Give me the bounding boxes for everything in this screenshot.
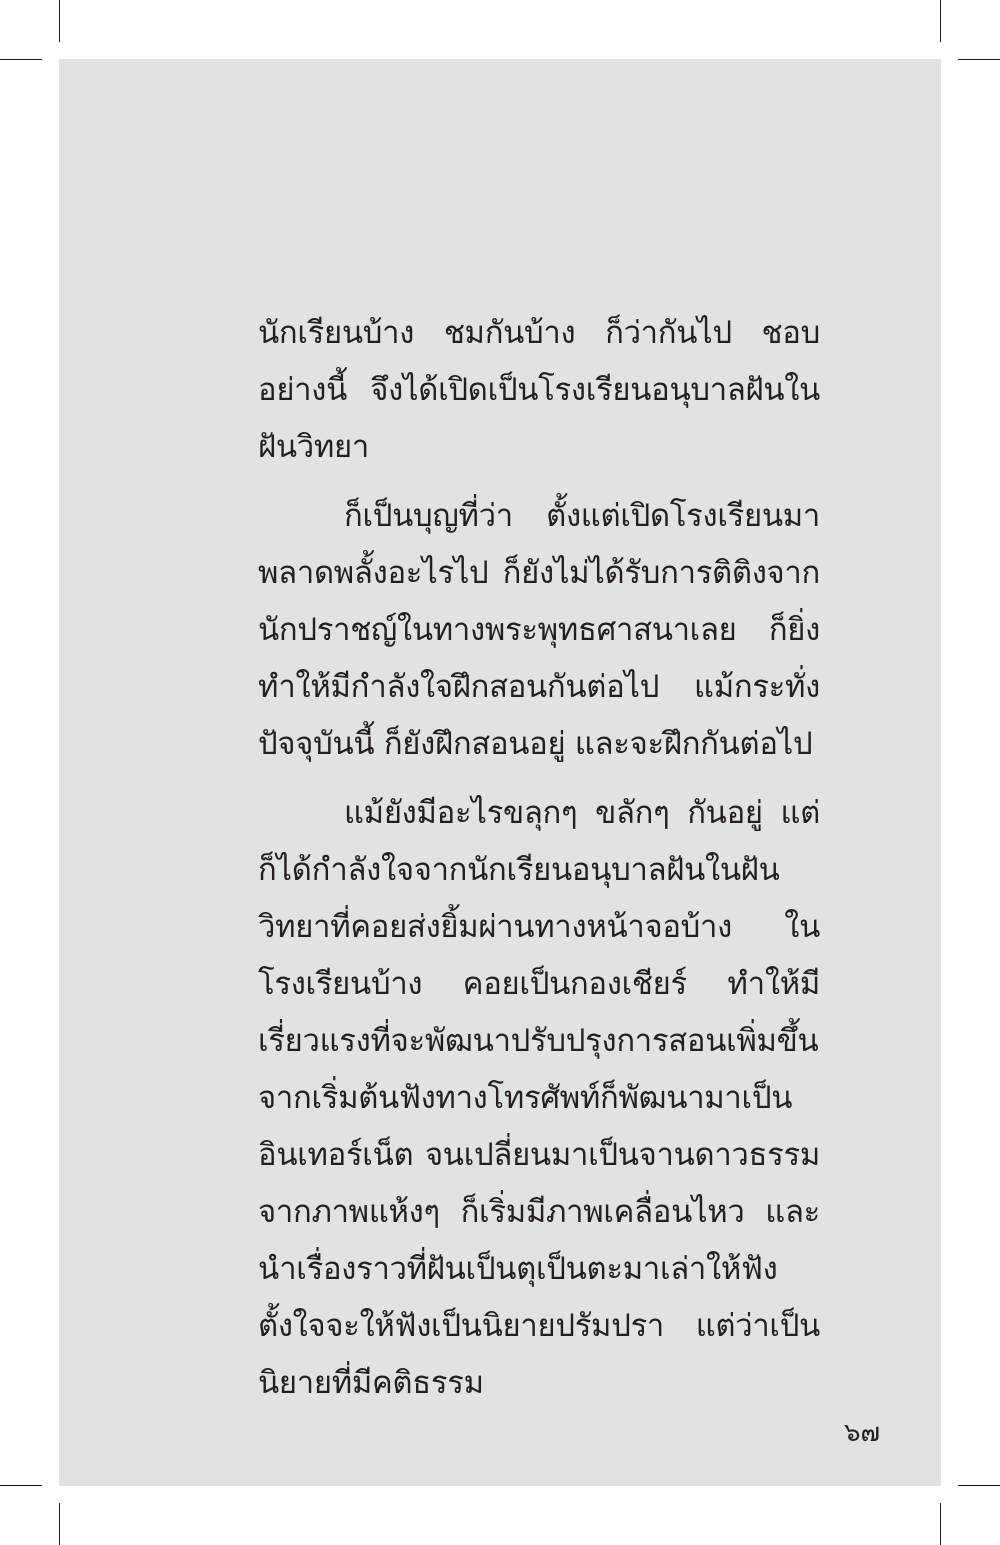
text-line: นักปราชญ์ในทางพระพุทธศาสนาเลย ก็ยิ่ง (258, 612, 820, 648)
text-line: นิยายที่มีคติธรรม (258, 1365, 484, 1401)
crop-mark-bottom-right-vertical (940, 1503, 941, 1545)
text-line: ก็ได้กำลังใจจากนักเรียนอนุบาลฝันในฝัน (258, 852, 780, 888)
body-text (258, 309, 820, 1416)
text-line: วิทยาที่คอยส่งยิ้มผ่านทางหน้าจอบ้าง ใน (258, 909, 820, 945)
text-line: จากเริ่มต้นฟังทางโทรศัพท์ก็พัฒนามาเป็น (258, 1080, 793, 1116)
crop-mark-bottom-left-vertical (59, 1503, 60, 1545)
text-line: ก็เป็นบุญที่ว่า ตั้งแต่เปิดโรงเรียนมา (344, 498, 820, 534)
text-line: นักเรียนบ้าง ชมกันบ้าง ก็ว่ากันไป ชอบ (258, 315, 820, 351)
paragraph-3 (258, 789, 820, 1416)
paragraph-spacer (258, 777, 820, 789)
paragraph-2 (258, 492, 820, 777)
page-number: ๖๗ (843, 1418, 880, 1448)
text-line: พลาดพลั้งอะไรไป ก็ยังไม่ได้รับการติติงจาก (258, 555, 820, 591)
paragraph-1 (258, 309, 820, 480)
book-page (59, 59, 941, 1486)
text-line: ฝันวิทยา (258, 429, 369, 465)
text-line: แม้ยังมีอะไรขลุกๆ ขลักๆ กันอยู่ แต่ (344, 795, 820, 831)
text-line: อย่างนี้ จึงได้เปิดเป็นโรงเรียนอนุบาลฝันใน (258, 372, 820, 408)
crop-mark-top-left-horizontal (0, 59, 42, 60)
crop-mark-top-left-vertical (59, 0, 60, 42)
crop-mark-top-right-horizontal (958, 59, 1000, 60)
text-line: จากภาพแห้งๆ ก็เริ่มมีภาพเคลื่อนไหว และ (258, 1194, 820, 1230)
text-line: อินเทอร์เน็ต จนเปลี่ยนมาเป็นจานดาวธรรม (258, 1137, 820, 1173)
paragraph-spacer (258, 480, 820, 492)
text-line: เรี่ยวแรงที่จะพัฒนาปรับปรุงการสอนเพิ่มขึ้น (258, 1023, 819, 1059)
crop-mark-bottom-left-horizontal (0, 1485, 42, 1486)
text-line: ตั้งใจจะให้ฟังเป็นนิยายปรัมปรา แต่ว่าเป็น (258, 1308, 820, 1344)
crop-mark-bottom-right-horizontal (958, 1485, 1000, 1486)
text-line: นำเรื่องราวที่ฝันเป็นตุเป็นตะมาเล่าให้ฟัง (258, 1251, 778, 1287)
text-line: ปัจจุบันนี้ ก็ยังฝึกสอนอยู่ และจะฝึกกันต่อไป (258, 726, 813, 762)
text-line: ทำให้มีกำลังใจฝึกสอนกันต่อไป แม้กระทั่ง (258, 669, 820, 705)
text-line: โรงเรียนบ้าง คอยเป็นกองเชียร์ ทำให้มี (258, 966, 820, 1002)
crop-mark-top-right-vertical (940, 0, 941, 42)
